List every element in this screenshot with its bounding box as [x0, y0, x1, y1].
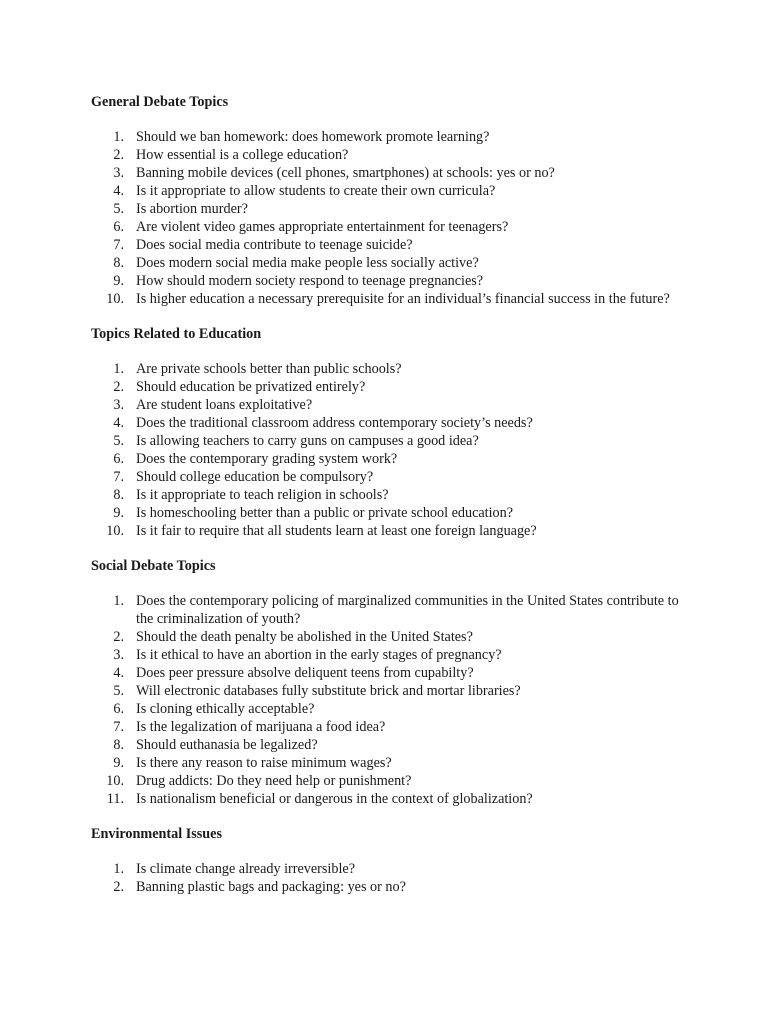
- item-number: 6.: [113, 701, 124, 717]
- item-text: Are private schools better than public schools?: [136, 361, 402, 377]
- item-number: 2.: [113, 147, 124, 163]
- item-text: How essential is a college education?: [136, 147, 349, 163]
- item-text: Will electronic databases fully substitute brick and mortar libraries?: [136, 683, 521, 699]
- list-item: [91, 450, 681, 468]
- item-number: 10.: [106, 523, 124, 539]
- item-number: 8.: [113, 737, 124, 753]
- topic-list-education: [91, 360, 681, 540]
- topic-list-general: [91, 128, 681, 308]
- item-text: Should college education be compulsory?: [136, 469, 374, 485]
- list-item: [91, 146, 681, 164]
- item-text: Are student loans exploitative?: [136, 397, 313, 413]
- item-number: 11.: [106, 791, 124, 807]
- list-item: [91, 290, 681, 308]
- item-text: Is abortion murder?: [136, 201, 248, 217]
- item-number: 7.: [113, 719, 124, 735]
- item-text: Is climate change already irreversible?: [136, 861, 355, 877]
- topic-list-environment: [91, 860, 681, 896]
- list-item: [91, 164, 681, 182]
- list-item: [91, 128, 681, 146]
- item-text: Should education be privatized entirely?: [136, 379, 366, 395]
- item-number: 3.: [113, 165, 124, 181]
- list-item: [91, 522, 681, 540]
- document-page: [91, 93, 681, 896]
- item-text: Drug addicts: Do they need help or punishment?: [136, 773, 412, 789]
- item-text: Does the contemporary grading system work?: [136, 451, 398, 467]
- item-text: Does the traditional classroom address contemporary society’s needs?: [136, 415, 533, 431]
- item-number: 2.: [113, 379, 124, 395]
- item-text: Should euthanasia be legalized?: [136, 737, 318, 753]
- item-number: 2.: [113, 879, 124, 895]
- item-text: Should we ban homework: does homework promote learning?: [136, 129, 490, 145]
- item-number: 5.: [113, 433, 124, 449]
- list-item: [91, 790, 681, 808]
- item-number: 2.: [113, 629, 124, 645]
- item-number: 4.: [113, 415, 124, 431]
- item-text: Are violent video games appropriate entertainment for teenagers?: [136, 219, 509, 235]
- item-text: Is allowing teachers to carry guns on campuses a good idea?: [136, 433, 479, 449]
- topic-list-social: [91, 592, 681, 808]
- list-item: [91, 646, 681, 664]
- item-text: Is there any reason to raise minimum wages?: [136, 755, 392, 771]
- item-number: 9.: [113, 755, 124, 771]
- item-number: 9.: [113, 273, 124, 289]
- list-item: [91, 628, 681, 646]
- item-number: 5.: [113, 201, 124, 217]
- item-number: 9.: [113, 505, 124, 521]
- item-number: 5.: [113, 683, 124, 699]
- list-item: [91, 468, 681, 486]
- list-item: [91, 772, 681, 790]
- item-text: Is cloning ethically acceptable?: [136, 701, 315, 717]
- list-item: [91, 860, 681, 878]
- item-number: 7.: [113, 237, 124, 253]
- item-text: Is homeschooling better than a public or private school education?: [136, 505, 514, 521]
- section-heading-social: Social Debate Topics: [91, 558, 216, 574]
- list-item: [91, 754, 681, 772]
- item-text: Does social media contribute to teenage suicide?: [136, 237, 413, 253]
- item-number: 6.: [113, 219, 124, 235]
- list-item: [91, 378, 681, 396]
- list-item: [91, 592, 681, 628]
- list-item: [91, 718, 681, 736]
- list-item: [91, 878, 681, 896]
- item-number: 6.: [113, 451, 124, 467]
- item-text: Is higher education a necessary prerequisite for an individual’s financial success in the future?: [136, 291, 670, 307]
- item-number: 1.: [113, 593, 124, 609]
- item-number: 8.: [113, 255, 124, 271]
- item-number: 1.: [113, 861, 124, 877]
- list-item: [91, 200, 681, 218]
- item-number: 4.: [113, 665, 124, 681]
- item-number: 1.: [113, 361, 124, 377]
- item-text: Does the contemporary policing of marginalized communities in the United States contribute to the criminalization of youth?: [136, 593, 679, 627]
- list-item: [91, 272, 681, 290]
- list-item: [91, 218, 681, 236]
- item-number: 8.: [113, 487, 124, 503]
- section-heading-education: Topics Related to Education: [91, 326, 262, 342]
- list-item: [91, 254, 681, 272]
- item-text: Banning mobile devices (cell phones, smartphones) at schools: yes or no?: [136, 165, 555, 181]
- item-text: Is it appropriate to allow students to create their own curricula?: [136, 183, 496, 199]
- item-text: Does modern social media make people less socially active?: [136, 255, 479, 271]
- section-heading-environment: Environmental Issues: [91, 826, 222, 842]
- item-number: 7.: [113, 469, 124, 485]
- item-number: 3.: [113, 647, 124, 663]
- item-text: Is it fair to require that all students learn at least one foreign language?: [136, 523, 537, 539]
- item-number: 10.: [106, 773, 124, 789]
- item-text: How should modern society respond to teenage pregnancies?: [136, 273, 484, 289]
- list-item: [91, 486, 681, 504]
- item-number: 3.: [113, 397, 124, 413]
- item-number: 4.: [113, 183, 124, 199]
- item-text: Is it ethical to have an abortion in the early stages of pregnancy?: [136, 647, 502, 663]
- item-text: Is it appropriate to teach religion in schools?: [136, 487, 389, 503]
- list-item: [91, 236, 681, 254]
- list-item: [91, 432, 681, 450]
- list-item: [91, 360, 681, 378]
- list-item: [91, 700, 681, 718]
- item-text: Should the death penalty be abolished in the United States?: [136, 629, 473, 645]
- list-item: [91, 682, 681, 700]
- item-text: Is the legalization of marijuana a food idea?: [136, 719, 386, 735]
- section-heading-general: General Debate Topics: [91, 94, 229, 110]
- list-item: [91, 664, 681, 682]
- list-item: [91, 736, 681, 754]
- item-text: Banning plastic bags and packaging: yes or no?: [136, 879, 406, 895]
- item-number: 1.: [113, 129, 124, 145]
- item-text: Is nationalism beneficial or dangerous in the context of globalization?: [136, 791, 533, 807]
- item-number: 10.: [106, 291, 124, 307]
- item-text: Does peer pressure absolve deliquent teens from cupabilty?: [136, 665, 474, 681]
- list-item: [91, 396, 681, 414]
- list-item: [91, 182, 681, 200]
- list-item: [91, 414, 681, 432]
- list-item: [91, 504, 681, 522]
